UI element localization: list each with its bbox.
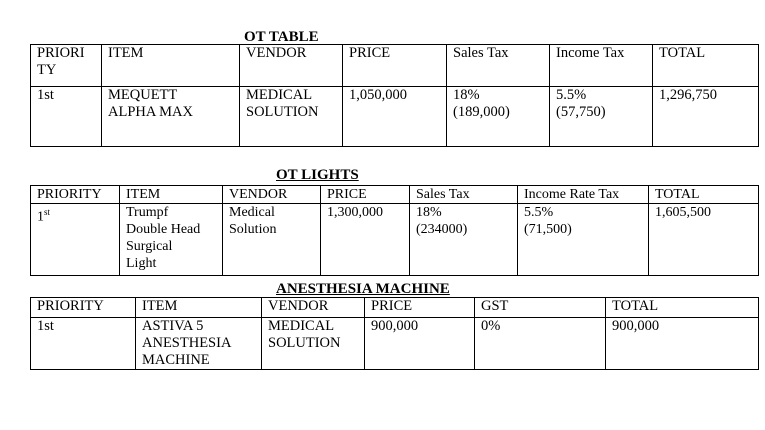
anesthesia-header-row [31,298,759,318]
cell-income-tax: 5.5% (57,750) [550,87,653,147]
ot-table [30,44,759,147]
cell-vendor: MEDICAL SOLUTION [240,87,343,147]
ot-lights-header-row [31,186,759,204]
table-row [31,87,759,147]
ot-table-header-row [31,45,759,87]
header-income-tax: Income Tax [550,45,653,87]
cell-price: 1,050,000 [343,87,447,147]
cell-item: ASTIVA 5 ANESTHESIA MACHINE [136,318,262,370]
header-item: ITEM [120,186,223,204]
cell-priority: 1st [31,87,102,147]
header-vendor: VENDOR [262,298,365,318]
cell-gst: 0% [475,318,606,370]
table-row [31,204,759,276]
cell-income-rate-tax: 5.5% (71,500) [518,204,649,276]
header-price: PRICE [365,298,475,318]
anesthesia-title: ANESTHESIA MACHINE [276,281,450,297]
header-sales-tax: Sales Tax [410,186,518,204]
header-gst: GST [475,298,606,318]
cell-total: 1,296,750 [653,87,759,147]
header-item: ITEM [136,298,262,318]
cell-vendor: Medical Solution [223,204,321,276]
table-row [31,318,759,370]
header-income-rate-tax: Income Rate Tax [518,186,649,204]
cell-vendor: MEDICAL SOLUTION [262,318,365,370]
ot-lights-title: OT LIGHTS [276,167,359,183]
header-priority: PRIORITY [31,298,136,318]
header-total: TOTAL [649,186,759,204]
header-total: TOTAL [606,298,759,318]
header-priority: PRIORITY [31,186,120,204]
cell-priority: 1st [31,318,136,370]
ot-table-title: OT TABLE [244,29,319,45]
cell-item: MEQUETT ALPHA MAX [102,87,240,147]
cell-sales-tax: 18% (189,000) [447,87,550,147]
cell-priority: 1st [31,204,120,276]
header-total: TOTAL [653,45,759,87]
cell-item: Trumpf Double Head Surgical Light [120,204,223,276]
header-vendor: VENDOR [223,186,321,204]
cell-price: 900,000 [365,318,475,370]
header-vendor: VENDOR [240,45,343,87]
header-priority: PRIORI TY [31,45,102,87]
header-price: PRICE [321,186,410,204]
header-sales-tax: Sales Tax [447,45,550,87]
header-price: PRICE [343,45,447,87]
ot-lights-table [30,185,759,276]
cell-sales-tax: 18% (234000) [410,204,518,276]
anesthesia-table [30,297,759,370]
cell-total: 900,000 [606,318,759,370]
cell-price: 1,300,000 [321,204,410,276]
cell-total: 1,605,500 [649,204,759,276]
header-item: ITEM [102,45,240,87]
